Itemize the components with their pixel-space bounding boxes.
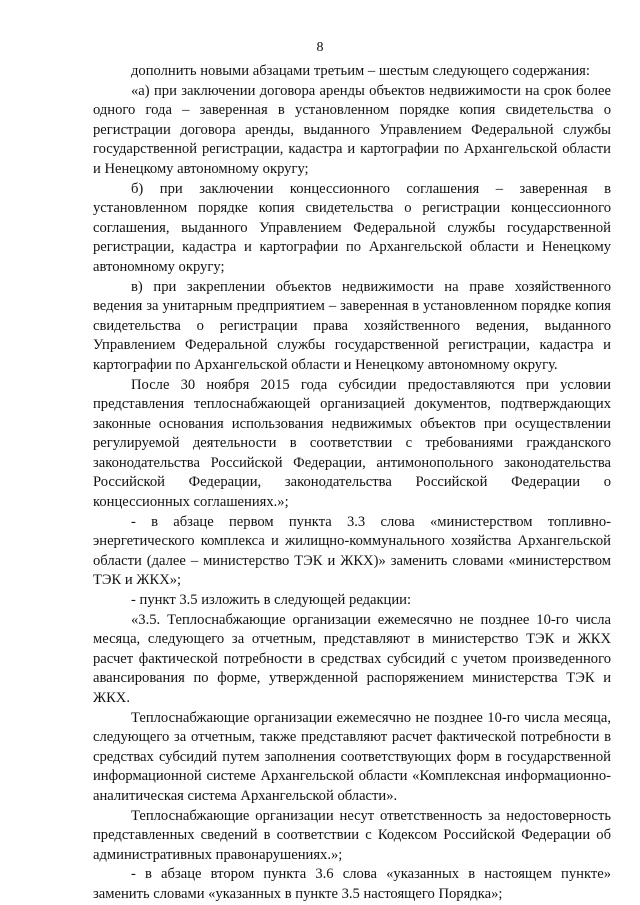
paragraph-clause-3-5-liability: Теплоснабжающие организации несут ответственность за недостоверность представленных сведений в соответствии с Кодексом Российской Федерации об административных правонарушениях.»; (93, 807, 611, 863)
paragraph-item-a: «а) при заключении договора аренды объектов недвижимости на срок более одного года – заверенная в установленном порядке копия свидетельства о регистрации договора аренды, выданного Управлением Федеральной службы государственной регистрации, кадастра и картографии по Архангельской области и Ненецкому автономному округу; (93, 82, 611, 177)
paragraph-item-b: б) при заключении концессионного соглашения – заверенная в установленном порядке копия свидетельства о регистрации концессионного соглашения, выданного Управлением Федеральной службы государственной регистрации, кадастра и картографии по Архангельской области и Ненецкому автономному округу; (93, 180, 611, 275)
paragraph-after-november: После 30 ноября 2015 года субсидии предоставляются при условии представления теплоснабжающей организацией документов, подтверждающих законные основания использования недвижимых объектов при осуществлении регулируемой деятельности в соответствии с требованиями гражданского законодательства Российской Федерации, антимонопольного законодательства Российской Федерации, законодательства Российской Федерации о концессионных соглашениях.»; (93, 376, 611, 511)
paragraph-amend-3-3: - в абзаце первом пункта 3.3 слова «министерством топливно-энергетического комплекса и жилищно-коммунального хозяйства Архангельской области (далее – министерство ТЭК и ЖКХ)» заменить словами «министерством ТЭК и ЖКХ»; (93, 513, 611, 589)
paragraph-amend-3-6: - в абзаце втором пункта 3.6 слова «указанных в настоящем пункте» заменить словами «указанных в пункте 3.5 настоящего Порядка»; (93, 866, 611, 902)
page-number: 8 (316, 40, 324, 55)
document-body (93, 62, 611, 905)
paragraph-clause-3-5-forms: Теплоснабжающие организации ежемесячно не позднее 10-го числа месяца, следующего за отчетным, также представляют расчет фактической потребности в средствах субсидий путем заполнения соответствующих форм в государственной информационной системе Архангельской области «Комплексная информационно-аналитическая система Архангельской области». (93, 709, 611, 804)
paragraph-item-v: в) при закреплении объектов недвижимости на праве хозяйственного ведения за унитарным предприятием – заверенная в установленном порядке копия свидетельства о регистрации права хозяйственного ведения, выданного Управлением Федеральной службы государственной регистрации, кадастра и картографии по Архангельской области и Ненецкому автономному округу. (93, 278, 611, 373)
paragraph-clause-3-5: «3.5. Теплоснабжающие организации ежемесячно не позднее 10-го числа месяца, следующего за отчетным, представляют в министерство ТЭК и ЖКХ расчет фактической потребности в средствах субсидий с учетом произведенного авансирования по форме, утвержденной распоряжением министерства ТЭК и ЖКХ. (93, 611, 611, 706)
paragraph-intro: дополнить новыми абзацами третьим – шестым следующего содержания: (131, 63, 590, 79)
paragraph-amend-3-5: - пункт 3.5 изложить в следующей редакции: (131, 592, 412, 609)
